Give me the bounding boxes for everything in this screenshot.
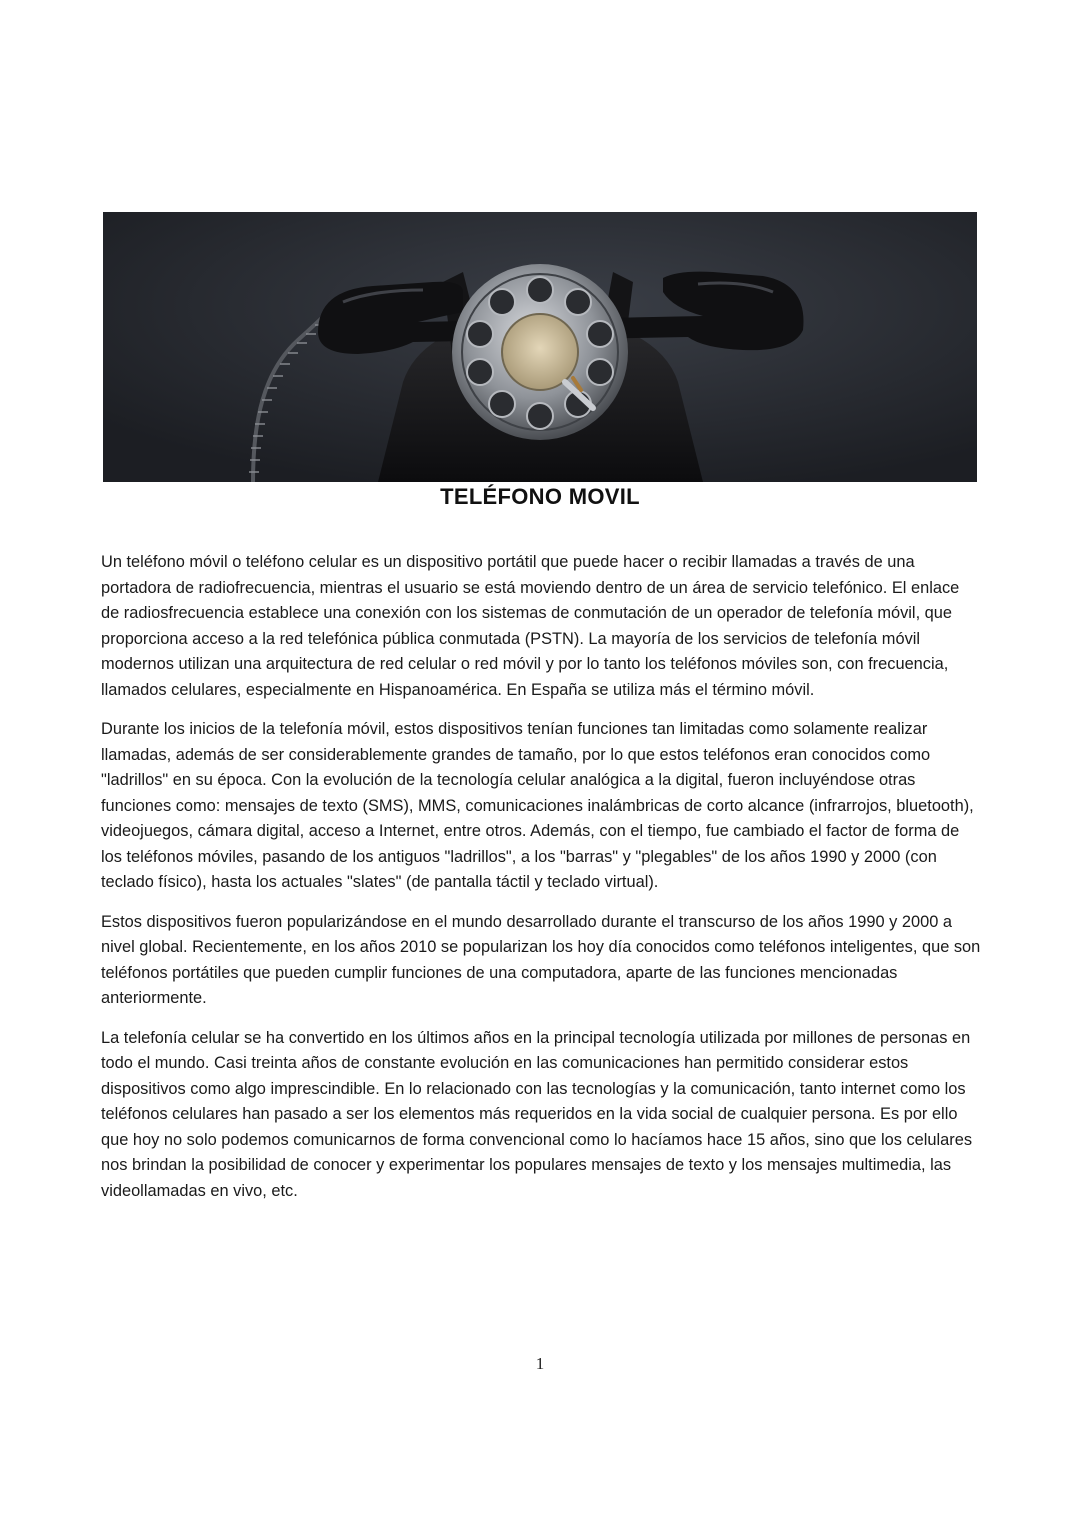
document-title: TELÉFONO MOVIL: [440, 484, 640, 509]
document-body: [101, 550, 981, 1218]
page-number: 1: [535, 1354, 545, 1373]
paragraph: La telefonía celular se ha convertido en los últimos años en la principal tecnología utilizada por millones de personas en todo el mundo. Casi treinta años de constante evolución en las comunicaciones han permitido considerar estos dispositivos como algo imprescindible. En lo relacionado con las tecnologías y la comunicación, tanto internet como los teléfonos celulares han pasado a ser los elementos más requeridos en la vida social de cualquier persona. Es por ello que hoy no solo podemos comunicarnos de forma convencional como lo hacíamos hace 15 años, sino que los celulares nos brindan la posibilidad de conocer y experimentar los populares mensajes de texto y los mensajes multimedia, las videollamadas en vivo, etc.: [101, 1028, 973, 1200]
rotary-telephone-image: [103, 212, 977, 482]
paragraph: Un teléfono móvil o teléfono celular es un dispositivo portátil que puede hacer o recibir llamadas a través de una portadora de radiofrecuencia, mientras el usuario se está moviendo dentro de un área de servicio telefónico. El enlace de radiosfrecuencia establece una conexión con los sistemas de conmutación de un operador de telefonía móvil, que proporciona acceso a la red telefónica pública conmutada (PSTN). La mayoría de los servicios de telefonía móvil modernos utilizan una arquitectura de red celular o red móvil y por lo tanto los teléfonos móviles son, con frecuencia, llamados celulares, especialmente en Hispanoamérica. En España se utiliza más el término móvil.: [101, 553, 960, 699]
paragraph: Estos dispositivos fueron popularizándose en el mundo desarrollado durante el transcurso de los años 1990 y 2000 a nivel global. Recientemente, en los años 2010 se popularizan los hoy día conocidos como teléfonos inteligentes, que son teléfonos portátiles que pueden cumplir funciones de una computadora, aparte de las funciones mencionadas anteriormente.: [101, 912, 981, 1007]
paragraph: Durante los inicios de la telefonía móvil, estos dispositivos tenían funciones tan limitadas como solamente realizar llamadas, además de ser considerablemente grandes de tamaño, por lo que estos teléfonos eran conocidos como "ladrillos" en su época. Con la evolución de la tecnología celular analógica a la digital, fueron incluyéndose otras funciones como: mensajes de texto (SMS), MMS, comunicaciones inalámbricas de corto alcance (infrarrojos, bluetooth), videojuegos, cámara digital, acceso a Internet, entre otros. Además, con el tiempo, fue cambiado el factor de forma de los teléfonos móviles, pasando de los antiguos "ladrillos", a los "barras" y "plegables" de los años 1990 y 2000 (con teclado físico), hasta los actuales "slates" (de pantalla táctil y teclado virtual).: [101, 720, 974, 891]
